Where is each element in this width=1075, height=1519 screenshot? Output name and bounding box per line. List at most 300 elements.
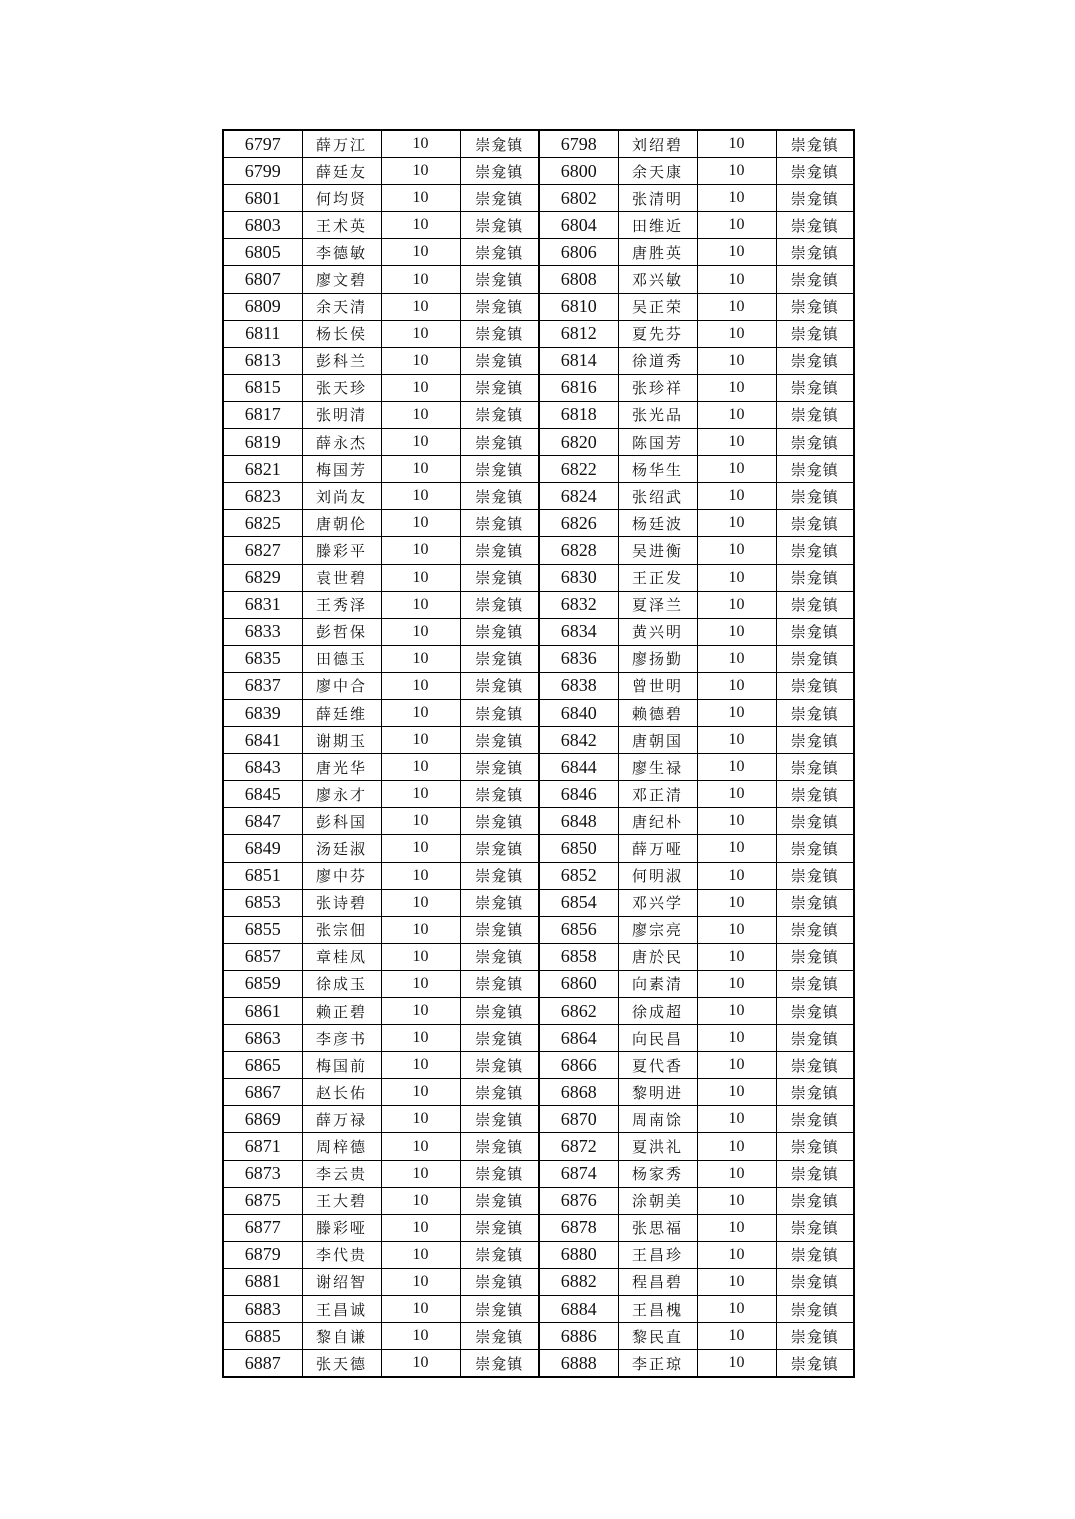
- amount-cell: 10: [381, 1214, 460, 1241]
- amount-cell: 10: [697, 970, 776, 997]
- record-id-cell: 6854: [539, 889, 618, 916]
- amount-cell: 10: [697, 699, 776, 726]
- record-id-cell: 6807: [223, 266, 302, 293]
- record-id-cell: 6829: [223, 564, 302, 591]
- record-id-cell: 6809: [223, 293, 302, 320]
- person-name-cell: 涂朝美: [618, 1187, 697, 1214]
- amount-cell: 10: [381, 212, 460, 239]
- person-name-cell: 杨家秀: [618, 1160, 697, 1187]
- amount-cell: 10: [697, 347, 776, 374]
- amount-cell: 10: [381, 1323, 460, 1350]
- person-name-cell: 黄兴明: [618, 618, 697, 645]
- town-cell: 崇龛镇: [460, 727, 539, 754]
- person-name-cell: 李德敏: [302, 239, 381, 266]
- town-cell: 崇龛镇: [776, 510, 854, 537]
- amount-cell: 10: [697, 158, 776, 185]
- town-cell: 崇龛镇: [776, 862, 854, 889]
- town-cell: 崇龛镇: [460, 1160, 539, 1187]
- person-name-cell: 夏代香: [618, 1052, 697, 1079]
- record-id-cell: 6832: [539, 591, 618, 618]
- town-cell: 崇龛镇: [776, 1106, 854, 1133]
- table-row: [223, 754, 854, 781]
- amount-cell: 10: [697, 808, 776, 835]
- table-row: [223, 835, 854, 862]
- table-row: [223, 347, 854, 374]
- amount-cell: 10: [697, 1052, 776, 1079]
- person-name-cell: 彭科兰: [302, 347, 381, 374]
- record-id-cell: 6803: [223, 212, 302, 239]
- amount-cell: 10: [381, 943, 460, 970]
- town-cell: 崇龛镇: [460, 1079, 539, 1106]
- town-cell: 崇龛镇: [776, 564, 854, 591]
- person-name-cell: 廖中合: [302, 672, 381, 699]
- record-id-cell: 6849: [223, 835, 302, 862]
- person-name-cell: 彭科国: [302, 808, 381, 835]
- amount-cell: 10: [381, 1025, 460, 1052]
- town-cell: 崇龛镇: [776, 1187, 854, 1214]
- amount-cell: 10: [697, 1323, 776, 1350]
- town-cell: 崇龛镇: [776, 727, 854, 754]
- person-name-cell: 夏先芬: [618, 320, 697, 347]
- amount-cell: 10: [381, 1079, 460, 1106]
- amount-cell: 10: [381, 1052, 460, 1079]
- town-cell: 崇龛镇: [776, 970, 854, 997]
- town-cell: 崇龛镇: [460, 483, 539, 510]
- amount-cell: 10: [697, 185, 776, 212]
- town-cell: 崇龛镇: [776, 699, 854, 726]
- person-name-cell: 李云贵: [302, 1160, 381, 1187]
- town-cell: 崇龛镇: [776, 1079, 854, 1106]
- person-name-cell: 张光品: [618, 401, 697, 428]
- table-row: [223, 1187, 854, 1214]
- amount-cell: 10: [381, 510, 460, 537]
- table-row: [223, 970, 854, 997]
- table-row: [223, 1268, 854, 1295]
- amount-cell: 10: [697, 1350, 776, 1378]
- town-cell: 崇龛镇: [460, 401, 539, 428]
- town-cell: 崇龛镇: [460, 266, 539, 293]
- town-cell: 崇龛镇: [776, 1160, 854, 1187]
- amount-cell: 10: [381, 781, 460, 808]
- amount-cell: 10: [697, 889, 776, 916]
- record-id-cell: 6871: [223, 1133, 302, 1160]
- record-id-cell: 6874: [539, 1160, 618, 1187]
- person-name-cell: 章桂凤: [302, 943, 381, 970]
- person-name-cell: 张明清: [302, 401, 381, 428]
- person-name-cell: 汤廷淑: [302, 835, 381, 862]
- town-cell: 崇龛镇: [460, 1052, 539, 1079]
- town-cell: 崇龛镇: [460, 1025, 539, 1052]
- town-cell: 崇龛镇: [776, 754, 854, 781]
- record-id-cell: 6881: [223, 1268, 302, 1295]
- person-name-cell: 谢绍智: [302, 1268, 381, 1295]
- amount-cell: 10: [381, 645, 460, 672]
- person-name-cell: 余天康: [618, 158, 697, 185]
- record-id-cell: 6877: [223, 1214, 302, 1241]
- town-cell: 崇龛镇: [776, 1133, 854, 1160]
- amount-cell: 10: [381, 1133, 460, 1160]
- amount-cell: 10: [697, 293, 776, 320]
- person-name-cell: 彭哲保: [302, 618, 381, 645]
- person-name-cell: 梅国芳: [302, 456, 381, 483]
- record-id-cell: 6824: [539, 483, 618, 510]
- record-id-cell: 6869: [223, 1106, 302, 1133]
- town-cell: 崇龛镇: [460, 1296, 539, 1323]
- table-row: [223, 1241, 854, 1268]
- record-id-cell: 6825: [223, 510, 302, 537]
- record-id-cell: 6855: [223, 916, 302, 943]
- table-row: [223, 510, 854, 537]
- person-name-cell: 夏洪礼: [618, 1133, 697, 1160]
- record-id-cell: 6818: [539, 401, 618, 428]
- town-cell: 崇龛镇: [460, 672, 539, 699]
- table-row: [223, 1052, 854, 1079]
- record-id-cell: 6858: [539, 943, 618, 970]
- person-name-cell: 薛廷友: [302, 158, 381, 185]
- amount-cell: 10: [381, 862, 460, 889]
- amount-cell: 10: [697, 916, 776, 943]
- person-name-cell: 薛万哑: [618, 835, 697, 862]
- amount-cell: 10: [697, 401, 776, 428]
- record-id-cell: 6814: [539, 347, 618, 374]
- table-row: [223, 266, 854, 293]
- amount-cell: 10: [381, 916, 460, 943]
- table-row: [223, 916, 854, 943]
- record-id-cell: 6835: [223, 645, 302, 672]
- record-id-cell: 6822: [539, 456, 618, 483]
- person-name-cell: 王昌诚: [302, 1296, 381, 1323]
- town-cell: 崇龛镇: [776, 374, 854, 401]
- amount-cell: 10: [697, 130, 776, 158]
- record-id-cell: 6821: [223, 456, 302, 483]
- table-row: [223, 483, 854, 510]
- person-name-cell: 杨华生: [618, 456, 697, 483]
- town-cell: 崇龛镇: [460, 212, 539, 239]
- person-name-cell: 唐光华: [302, 754, 381, 781]
- amount-cell: 10: [697, 212, 776, 239]
- person-name-cell: 余天清: [302, 293, 381, 320]
- person-name-cell: 周南馀: [618, 1106, 697, 1133]
- person-name-cell: 曾世明: [618, 672, 697, 699]
- person-name-cell: 杨长侯: [302, 320, 381, 347]
- town-cell: 崇龛镇: [776, 1323, 854, 1350]
- person-name-cell: 赖正碧: [302, 998, 381, 1025]
- record-id-cell: 6872: [539, 1133, 618, 1160]
- table-row: [223, 1025, 854, 1052]
- table-row: [223, 889, 854, 916]
- amount-cell: 10: [697, 998, 776, 1025]
- town-cell: 崇龛镇: [460, 185, 539, 212]
- record-id-cell: 6841: [223, 727, 302, 754]
- table-row: [223, 320, 854, 347]
- record-id-cell: 6833: [223, 618, 302, 645]
- person-name-cell: 李代贵: [302, 1241, 381, 1268]
- amount-cell: 10: [697, 645, 776, 672]
- town-cell: 崇龛镇: [460, 564, 539, 591]
- amount-cell: 10: [381, 1350, 460, 1378]
- amount-cell: 10: [381, 591, 460, 618]
- record-id-cell: 6820: [539, 429, 618, 456]
- town-cell: 崇龛镇: [776, 158, 854, 185]
- record-id-cell: 6884: [539, 1296, 618, 1323]
- table-row: [223, 618, 854, 645]
- record-id-cell: 6861: [223, 998, 302, 1025]
- town-cell: 崇龛镇: [776, 130, 854, 158]
- amount-cell: 10: [381, 347, 460, 374]
- amount-cell: 10: [697, 1133, 776, 1160]
- person-name-cell: 唐朝伦: [302, 510, 381, 537]
- record-id-cell: 6800: [539, 158, 618, 185]
- person-name-cell: 滕彩平: [302, 537, 381, 564]
- person-name-cell: 邓兴学: [618, 889, 697, 916]
- record-id-cell: 6812: [539, 320, 618, 347]
- person-name-cell: 向素清: [618, 970, 697, 997]
- amount-cell: 10: [697, 672, 776, 699]
- town-cell: 崇龛镇: [460, 835, 539, 862]
- roster-table-body: [223, 130, 854, 1377]
- table-row: [223, 645, 854, 672]
- person-name-cell: 王昌槐: [618, 1296, 697, 1323]
- table-row: [223, 1106, 854, 1133]
- record-id-cell: 6838: [539, 672, 618, 699]
- table-row: [223, 672, 854, 699]
- table-row: [223, 1350, 854, 1378]
- person-name-cell: 张诗碧: [302, 889, 381, 916]
- town-cell: 崇龛镇: [776, 943, 854, 970]
- town-cell: 崇龛镇: [460, 456, 539, 483]
- amount-cell: 10: [381, 401, 460, 428]
- town-cell: 崇龛镇: [460, 239, 539, 266]
- town-cell: 崇龛镇: [460, 320, 539, 347]
- town-cell: 崇龛镇: [460, 1187, 539, 1214]
- town-cell: 崇龛镇: [776, 320, 854, 347]
- amount-cell: 10: [381, 239, 460, 266]
- amount-cell: 10: [697, 1187, 776, 1214]
- record-id-cell: 6873: [223, 1160, 302, 1187]
- record-id-cell: 6880: [539, 1241, 618, 1268]
- person-name-cell: 唐朝国: [618, 727, 697, 754]
- record-id-cell: 6844: [539, 754, 618, 781]
- town-cell: 崇龛镇: [776, 645, 854, 672]
- record-id-cell: 6870: [539, 1106, 618, 1133]
- amount-cell: 10: [381, 1296, 460, 1323]
- amount-cell: 10: [381, 889, 460, 916]
- table-row: [223, 1079, 854, 1106]
- town-cell: 崇龛镇: [776, 1241, 854, 1268]
- town-cell: 崇龛镇: [776, 998, 854, 1025]
- town-cell: 崇龛镇: [776, 401, 854, 428]
- amount-cell: 10: [381, 1268, 460, 1295]
- person-name-cell: 刘绍碧: [618, 130, 697, 158]
- record-id-cell: 6805: [223, 239, 302, 266]
- amount-cell: 10: [697, 483, 776, 510]
- table-row: [223, 564, 854, 591]
- town-cell: 崇龛镇: [460, 347, 539, 374]
- table-row: [223, 781, 854, 808]
- amount-cell: 10: [381, 1187, 460, 1214]
- record-id-cell: 6804: [539, 212, 618, 239]
- record-id-cell: 6847: [223, 808, 302, 835]
- record-id-cell: 6817: [223, 401, 302, 428]
- record-id-cell: 6879: [223, 1241, 302, 1268]
- record-id-cell: 6850: [539, 835, 618, 862]
- person-name-cell: 程昌碧: [618, 1268, 697, 1295]
- record-id-cell: 6864: [539, 1025, 618, 1052]
- record-id-cell: 6834: [539, 618, 618, 645]
- amount-cell: 10: [697, 1241, 776, 1268]
- person-name-cell: 廖永才: [302, 781, 381, 808]
- person-name-cell: 徐成玉: [302, 970, 381, 997]
- town-cell: 崇龛镇: [460, 699, 539, 726]
- table-row: [223, 998, 854, 1025]
- town-cell: 崇龛镇: [460, 1133, 539, 1160]
- record-id-cell: 6853: [223, 889, 302, 916]
- town-cell: 崇龛镇: [776, 1350, 854, 1378]
- table-row: [223, 699, 854, 726]
- town-cell: 崇龛镇: [460, 943, 539, 970]
- person-name-cell: 吴正荣: [618, 293, 697, 320]
- town-cell: 崇龛镇: [460, 374, 539, 401]
- town-cell: 崇龛镇: [776, 212, 854, 239]
- person-name-cell: 唐纪朴: [618, 808, 697, 835]
- table-row: [223, 1296, 854, 1323]
- record-id-cell: 6797: [223, 130, 302, 158]
- record-id-cell: 6819: [223, 429, 302, 456]
- town-cell: 崇龛镇: [460, 130, 539, 158]
- person-name-cell: 张珍祥: [618, 374, 697, 401]
- town-cell: 崇龛镇: [460, 645, 539, 672]
- town-cell: 崇龛镇: [460, 1214, 539, 1241]
- person-name-cell: 张天珍: [302, 374, 381, 401]
- person-name-cell: 薛永杰: [302, 429, 381, 456]
- person-name-cell: 赖德碧: [618, 699, 697, 726]
- amount-cell: 10: [697, 1079, 776, 1106]
- amount-cell: 10: [381, 998, 460, 1025]
- record-id-cell: 6875: [223, 1187, 302, 1214]
- record-id-cell: 6813: [223, 347, 302, 374]
- amount-cell: 10: [697, 1160, 776, 1187]
- amount-cell: 10: [381, 754, 460, 781]
- amount-cell: 10: [697, 374, 776, 401]
- amount-cell: 10: [697, 727, 776, 754]
- table-row: [223, 158, 854, 185]
- amount-cell: 10: [381, 374, 460, 401]
- record-id-cell: 6831: [223, 591, 302, 618]
- amount-cell: 10: [697, 537, 776, 564]
- record-id-cell: 6885: [223, 1323, 302, 1350]
- person-name-cell: 田德玉: [302, 645, 381, 672]
- table-row: [223, 591, 854, 618]
- town-cell: 崇龛镇: [776, 347, 854, 374]
- record-id-cell: 6799: [223, 158, 302, 185]
- person-name-cell: 廖宗亮: [618, 916, 697, 943]
- table-row: [223, 239, 854, 266]
- town-cell: 崇龛镇: [460, 1350, 539, 1378]
- record-id-cell: 6815: [223, 374, 302, 401]
- person-name-cell: 廖生禄: [618, 754, 697, 781]
- town-cell: 崇龛镇: [460, 591, 539, 618]
- record-id-cell: 6862: [539, 998, 618, 1025]
- town-cell: 崇龛镇: [776, 456, 854, 483]
- record-id-cell: 6840: [539, 699, 618, 726]
- town-cell: 崇龛镇: [776, 1214, 854, 1241]
- town-cell: 崇龛镇: [776, 1296, 854, 1323]
- town-cell: 崇龛镇: [460, 781, 539, 808]
- table-row: [223, 293, 854, 320]
- town-cell: 崇龛镇: [776, 672, 854, 699]
- record-id-cell: 6816: [539, 374, 618, 401]
- person-name-cell: 王术英: [302, 212, 381, 239]
- town-cell: 崇龛镇: [460, 1106, 539, 1133]
- person-name-cell: 王昌珍: [618, 1241, 697, 1268]
- amount-cell: 10: [381, 293, 460, 320]
- town-cell: 崇龛镇: [460, 998, 539, 1025]
- amount-cell: 10: [697, 456, 776, 483]
- person-name-cell: 何明淑: [618, 862, 697, 889]
- town-cell: 崇龛镇: [460, 970, 539, 997]
- record-id-cell: 6882: [539, 1268, 618, 1295]
- table-row: [223, 1160, 854, 1187]
- person-name-cell: 王大碧: [302, 1187, 381, 1214]
- person-name-cell: 张思福: [618, 1214, 697, 1241]
- record-id-cell: 6865: [223, 1052, 302, 1079]
- record-id-cell: 6837: [223, 672, 302, 699]
- amount-cell: 10: [381, 564, 460, 591]
- record-id-cell: 6886: [539, 1323, 618, 1350]
- amount-cell: 10: [381, 835, 460, 862]
- person-name-cell: 陈国芳: [618, 429, 697, 456]
- person-name-cell: 田维近: [618, 212, 697, 239]
- amount-cell: 10: [697, 943, 776, 970]
- person-name-cell: 王秀泽: [302, 591, 381, 618]
- person-name-cell: 唐於民: [618, 943, 697, 970]
- town-cell: 崇龛镇: [460, 1268, 539, 1295]
- table-row: [223, 537, 854, 564]
- table-row: [223, 1214, 854, 1241]
- record-id-cell: 6856: [539, 916, 618, 943]
- person-name-cell: 向民昌: [618, 1025, 697, 1052]
- record-id-cell: 6801: [223, 185, 302, 212]
- person-name-cell: 廖扬勤: [618, 645, 697, 672]
- table-row: [223, 1323, 854, 1350]
- town-cell: 崇龛镇: [776, 185, 854, 212]
- table-row: [223, 808, 854, 835]
- amount-cell: 10: [697, 754, 776, 781]
- person-name-cell: 赵长佑: [302, 1079, 381, 1106]
- amount-cell: 10: [697, 862, 776, 889]
- record-id-cell: 6843: [223, 754, 302, 781]
- person-name-cell: 薛万禄: [302, 1106, 381, 1133]
- amount-cell: 10: [697, 1296, 776, 1323]
- amount-cell: 10: [381, 266, 460, 293]
- record-id-cell: 6859: [223, 970, 302, 997]
- amount-cell: 10: [381, 456, 460, 483]
- record-id-cell: 6810: [539, 293, 618, 320]
- person-name-cell: 周梓德: [302, 1133, 381, 1160]
- record-id-cell: 6863: [223, 1025, 302, 1052]
- amount-cell: 10: [697, 591, 776, 618]
- amount-cell: 10: [697, 239, 776, 266]
- person-name-cell: 徐成超: [618, 998, 697, 1025]
- town-cell: 崇龛镇: [776, 889, 854, 916]
- amount-cell: 10: [381, 808, 460, 835]
- table-row: [223, 456, 854, 483]
- record-id-cell: 6811: [223, 320, 302, 347]
- amount-cell: 10: [697, 1268, 776, 1295]
- person-name-cell: 廖文碧: [302, 266, 381, 293]
- town-cell: 崇龛镇: [776, 781, 854, 808]
- amount-cell: 10: [697, 781, 776, 808]
